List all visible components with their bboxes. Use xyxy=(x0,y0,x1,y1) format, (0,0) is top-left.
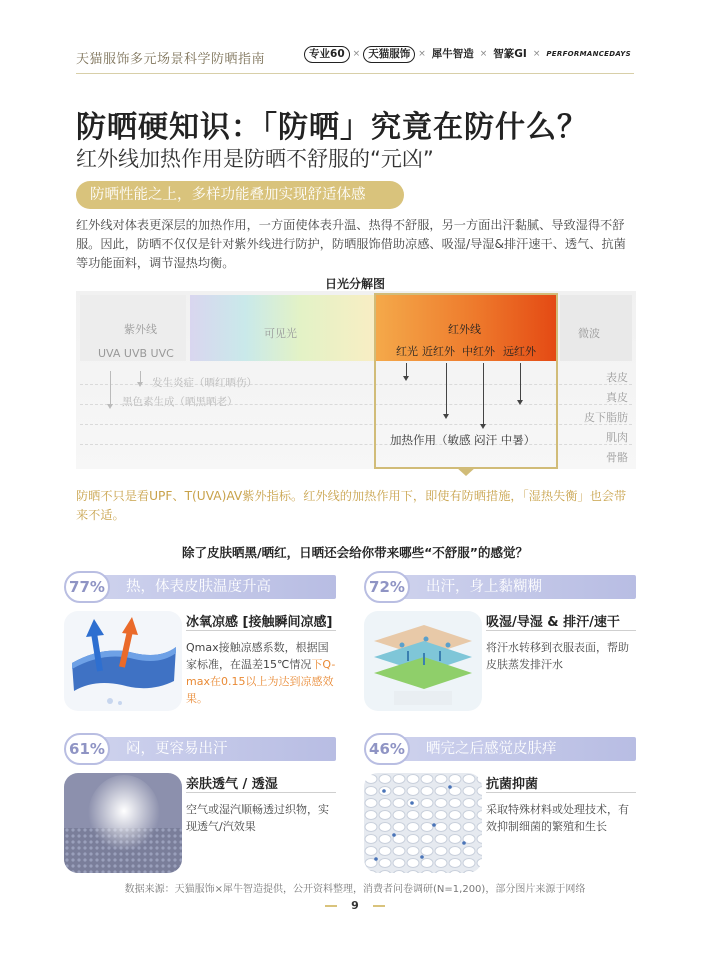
description-highlight: 下Q-max在0.15以上为达到凉感效果。 xyxy=(186,658,336,705)
solution-title: 冰氧凉感 [接触瞬间凉感] xyxy=(186,615,333,630)
red-light-arrow xyxy=(406,363,407,377)
header-divider xyxy=(76,73,634,74)
layer-bone: 骨骼 xyxy=(606,451,628,464)
card-itchy xyxy=(364,737,636,887)
percent-badge: 77% xyxy=(64,571,110,603)
section-pill: 防晒性能之上，多样功能叠加实现舒适体感 xyxy=(76,181,404,209)
page-subtitle: 红外线加热作用是防晒不舒服的“元凶” xyxy=(76,147,434,171)
moisture-wicking-image xyxy=(364,611,482,711)
breathable-fabric-image xyxy=(64,773,182,873)
discomfort-question: 除了皮肤晒黑/晒红，日晒还会给你带来哪些“不舒服”的感觉？ xyxy=(182,545,528,560)
highlight-note: 防晒不只是看UPF、T(UVA)AV紫外指标。红外线的加热作用下，即使有防晒措施，「湿热失衡」也会带来不适。 xyxy=(76,489,627,522)
far-ir-arrow xyxy=(520,363,521,401)
sunlight-spectrum-diagram xyxy=(76,291,636,469)
logo-zhuanye60: 专业60 xyxy=(304,46,350,63)
logo-separator: × xyxy=(479,49,488,60)
percent-badge: 61% xyxy=(64,733,110,765)
ir-sub-red: 红光 xyxy=(396,345,418,358)
uv-types-label: UVA UVB UVC xyxy=(98,347,174,360)
card-stuffy xyxy=(64,737,336,887)
ir-label: 红外线 xyxy=(448,323,481,336)
cooling-fabric-image xyxy=(64,611,182,711)
uv-effect-tanning: 黑色素生成（晒黑晒老） xyxy=(122,396,238,408)
solution-description: 采取特殊材料或处理技术，有效抑制细菌的繁殖和生长 xyxy=(486,803,629,833)
diagram-title: 日光分解图 xyxy=(324,277,385,291)
visible-label: 可见光 xyxy=(264,327,297,340)
issue-text: 热，体表皮肤温度升高 xyxy=(126,579,271,595)
logo-performancedays: PERFORMANCEDAYS xyxy=(546,49,631,58)
ir-sub-mid: 中红外 xyxy=(462,345,495,358)
layer-muscle: 肌肉 xyxy=(606,431,628,444)
logo-tmall-fashion: 天猫服饰 xyxy=(363,46,415,63)
layer-epidermis: 表皮 xyxy=(606,371,628,384)
uva-arrow xyxy=(110,371,111,405)
percent-badge: 46% xyxy=(364,733,410,765)
data-source-footnote: 数据来源：天猫服饰×犀牛智造提供，公开资料整理，消费者问卷调研(N=1,200)，部分图片来源于网络 xyxy=(124,884,586,895)
near-ir-arrow xyxy=(446,363,447,415)
issue-text: 晒完之后感觉皮肤痒 xyxy=(426,741,557,757)
card-heat xyxy=(64,575,336,725)
page-title: 防晒硬知识：「防晒」究竟在防什么？ xyxy=(76,110,588,145)
solution-divider xyxy=(186,792,336,793)
mid-ir-arrow xyxy=(483,363,484,425)
antibacterial-fabric-image xyxy=(364,773,482,873)
issue-bar xyxy=(76,575,336,599)
logo-zhizhuan: 智篆GI xyxy=(493,48,527,60)
visible-light-band xyxy=(190,295,374,361)
intro-paragraph: 红外线对体表更深层的加热作用，一方面使体表升温、热得不舒服，另一方面出汗黏腻、导致湿得不舒服。因此，防晒不仅仅是针对紫外线进行防护，防晒服饰借助凉感、吸湿/导湿&排汗速干、透气、抗菌等功能面料，调节湿热均衡。 xyxy=(76,218,626,270)
solution-description: 将汗水转移到衣服表面，帮助皮肤蒸发排汗水 xyxy=(486,641,629,671)
ir-sub-far: 远红外 xyxy=(503,345,536,358)
solution-divider xyxy=(186,630,336,631)
uvc-arrow xyxy=(140,371,141,383)
page-header xyxy=(0,0,710,78)
microwave-band xyxy=(560,295,632,361)
logo-separator: × xyxy=(532,49,541,60)
solution-description xyxy=(186,639,336,707)
report-title: 天猫服饰多元场景科学防晒指南 xyxy=(76,52,266,67)
issue-text: 出汗，身上黏糊糊 xyxy=(426,579,542,595)
partner-logos xyxy=(304,46,634,63)
solution-title: 亲肤透气 / 透湿 xyxy=(186,777,278,792)
issue-bar xyxy=(376,575,636,599)
issue-bar xyxy=(76,737,336,761)
uv-band xyxy=(80,295,186,361)
uv-effect-inflammation: 发生炎症（晒红晒伤） xyxy=(152,377,257,389)
card-sweat xyxy=(364,575,636,725)
ir-sub-near: 近红外 xyxy=(422,345,455,358)
layer-subcutaneous: 皮下脂肪 xyxy=(584,411,628,424)
uv-label: 紫外线 xyxy=(124,323,157,336)
page-number xyxy=(0,899,710,912)
solution-title: 吸湿/导湿 & 排汗/速干 xyxy=(486,615,620,630)
heating-effect-label: 加热作用（敏感 闷汗 中暑） xyxy=(390,433,536,447)
description-text: Qmax接触凉感系数，根据国家标准，在温差15℃情况 xyxy=(186,641,329,671)
logo-xiniu: 犀牛智造 xyxy=(431,48,474,60)
solution-divider xyxy=(486,792,636,793)
solution-description: 空气或湿汽顺畅透过织物，实现透气/汽效果 xyxy=(186,803,329,833)
issue-text: 闷，更容易出汗 xyxy=(126,741,228,757)
layer-dermis: 真皮 xyxy=(606,391,628,404)
logo-separator: × xyxy=(352,49,361,60)
microwave-label: 微波 xyxy=(578,327,600,340)
solution-divider xyxy=(486,630,636,631)
page-number-text: 9 xyxy=(351,899,359,912)
issue-bar xyxy=(376,737,636,761)
infrared-frame-pointer xyxy=(456,467,476,476)
solution-title: 抗菌抑菌 xyxy=(486,777,539,792)
percent-badge: 72% xyxy=(364,571,410,603)
logo-separator: × xyxy=(418,49,426,60)
